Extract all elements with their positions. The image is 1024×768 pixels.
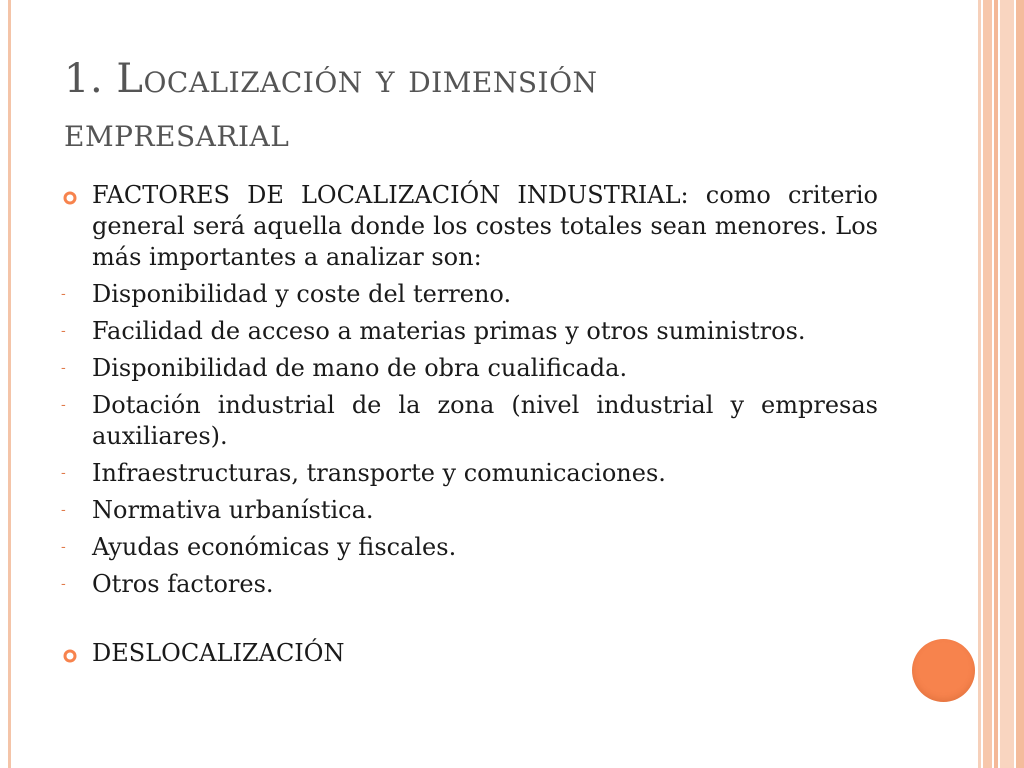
dash-bullet-icon: - [61,539,66,555]
list-item [60,569,878,600]
list-item [60,458,878,489]
orange-ring-bullet-icon [63,649,77,663]
slide-content [60,180,878,675]
bullet-deslocalizacion [60,638,878,669]
list-item-text: Otros factores. [92,570,274,598]
bullet-deslocalizacion-text: DESLOCALIZACIÓN [92,639,345,667]
title-line-2: empresarial [64,110,290,156]
list-item-text: Disponibilidad y coste del terreno. [92,280,512,308]
title-line-1: 1. Localización y dimensión [64,56,598,102]
dash-bullet-icon: - [61,286,66,302]
list-item-text: Facilidad de acceso a materias primas y otros suministros. [92,317,806,345]
bullet-factores-text: FACTORES DE LOCALIZACIÓN INDUSTRIAL: como criterio general será aquella donde los costes totales sean menores. Los más importantes a analizar son: [92,181,878,271]
dash-bullet-icon: - [61,465,66,481]
list-item [60,279,878,310]
list-item [60,532,878,563]
list-item [60,353,878,384]
dash-bullet-icon: - [61,360,66,376]
list-item-text: Disponibilidad de mano de obra cualificada. [92,354,628,382]
list-item [60,390,878,452]
orange-ring-bullet-icon [63,191,77,205]
dash-bullet-icon: - [61,576,66,592]
dash-bullet-icon: - [61,397,66,413]
list-item [60,316,878,347]
dash-bullet-icon: - [61,323,66,339]
left-border-line [8,0,11,768]
list-item-text: Dotación industrial de la zona (nivel industrial y empresas auxiliares). [92,391,878,450]
list-item-text: Infraestructuras, transporte y comunicaciones. [92,459,666,487]
list-item [60,495,878,526]
right-decorative-stripes [978,0,1024,768]
dash-bullet-icon: - [61,502,66,518]
list-item-text: Ayudas económicas y fiscales. [92,533,457,561]
decorative-circle [912,639,975,702]
list-item-text: Normativa urbanística. [92,496,374,524]
slide-title [64,52,884,160]
bullet-factores [60,180,878,273]
